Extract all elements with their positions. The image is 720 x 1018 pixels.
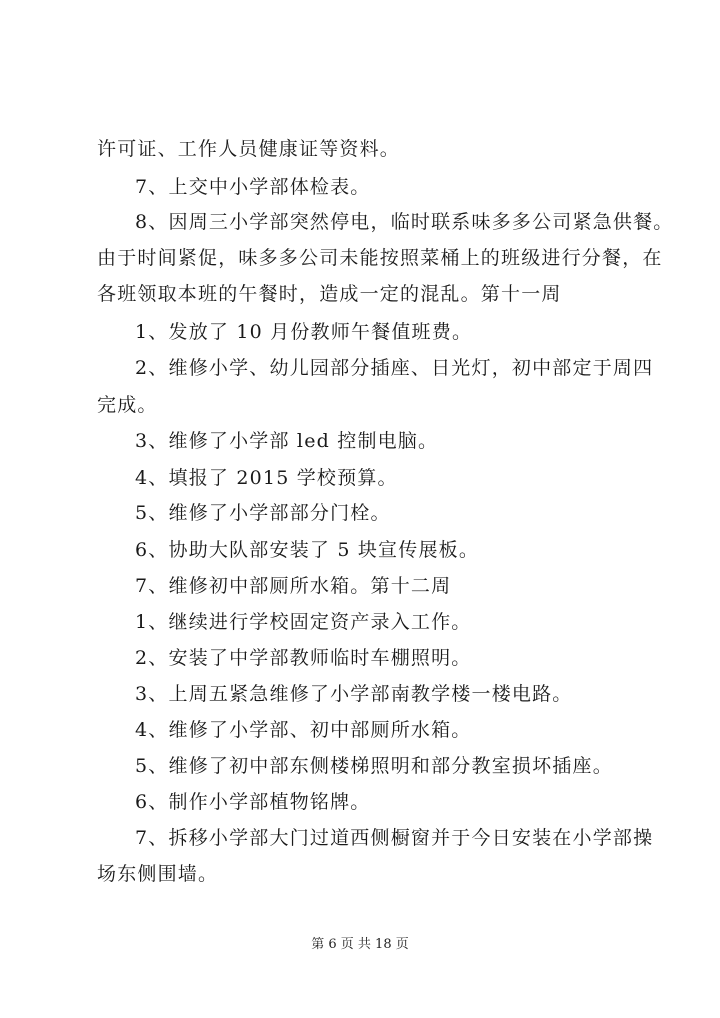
text-line: 6、协助大队部安装了 5 块宣传展板。 (135, 539, 480, 561)
text-line: 6、制作小学部植物铭牌。 (135, 791, 371, 813)
text-line: 2、安装了中学部教师临时车棚照明。 (135, 647, 472, 669)
text-line: 5、维修了初中部东侧楼梯照明和部分教室损坏插座。 (135, 755, 613, 777)
text-line: 7、上交中小学部体检表。 (135, 176, 371, 198)
text-line: 3、维修了小学部 led 控制电脑。 (135, 430, 439, 452)
text-line: 8、因周三小学部突然停电，临时联系味多多公司紧急供餐。 (135, 211, 674, 233)
text-line: 许可证、工作人员健康证等资料。 (97, 138, 401, 160)
text-line: 完成。 (97, 394, 158, 416)
text-line: 5、维修了小学部部分门栓。 (135, 502, 391, 524)
text-line: 2、维修小学、幼儿园部分插座、日光灯，初中部定于周四 (135, 357, 654, 379)
text-line: 各班领取本班的午餐时，造成一定的混乱。第十一周 (97, 283, 562, 305)
text-line: 7、拆移小学部大门过道西侧橱窗并于今日安装在小学部操 (135, 827, 654, 849)
text-line: 由于时间紧促，味多多公司未能按照菜桶上的班级进行分餐，在 (97, 247, 663, 269)
text-line: 1、发放了 10 月份教师午餐值班费。 (135, 321, 473, 343)
text-line: 7、维修初中部厕所水箱。第十二周 (135, 575, 452, 597)
text-line: 3、上周五紧急维修了小学部南教学楼一楼电路。 (135, 683, 573, 705)
text-line: 4、填报了 2015 学校预算。 (135, 467, 398, 489)
text-line: 场东侧围墙。 (97, 863, 219, 885)
text-line: 1、继续进行学校固定资产录入工作。 (135, 611, 472, 633)
text-line: 4、维修了小学部、初中部厕所水箱。 (135, 719, 472, 741)
page-number-footer: 第 6 页 共 18 页 (311, 937, 409, 952)
